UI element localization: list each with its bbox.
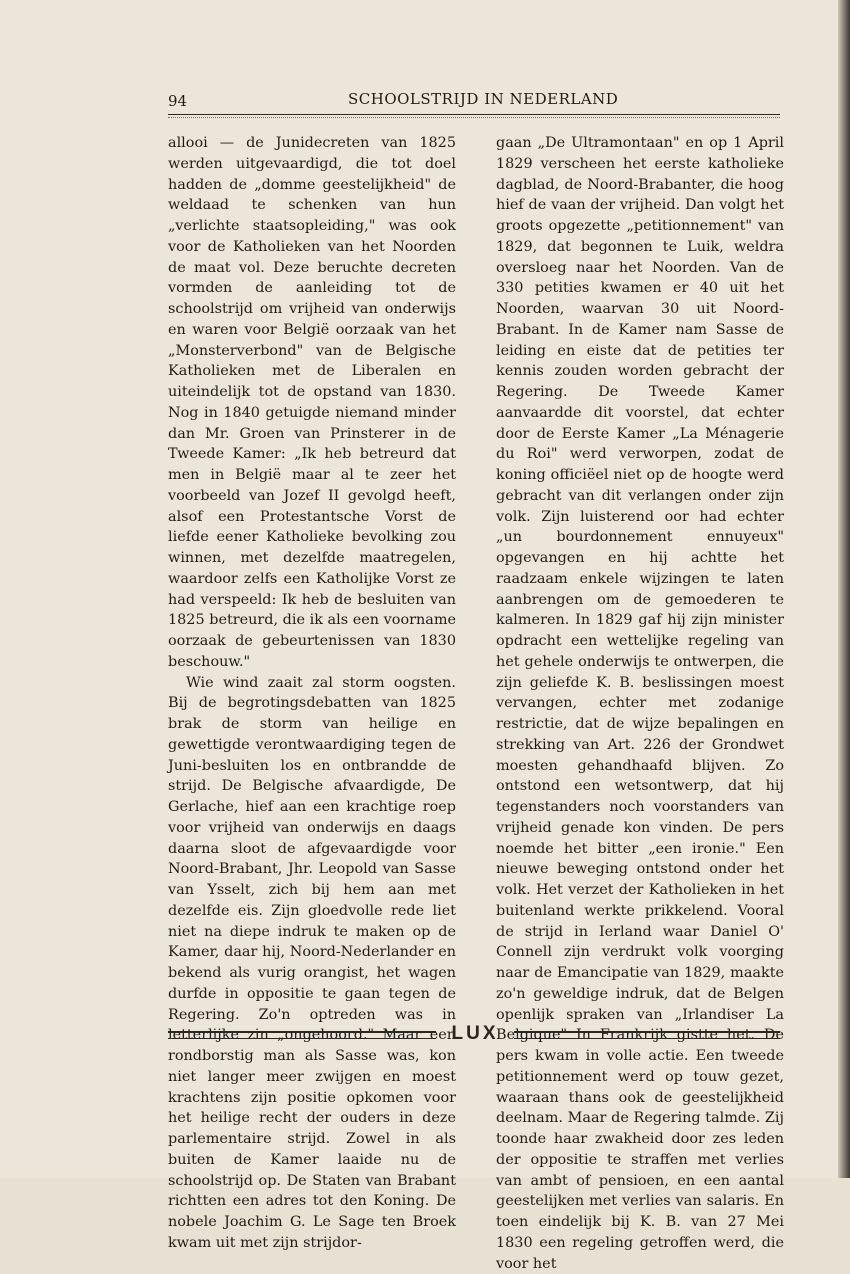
running-title: SCHOOLSTRIJD IN NEDERLAND [348,90,619,108]
text-column-left [168,133,456,1254]
text-column-right [496,133,784,1274]
page-number: 94 [168,92,188,110]
footer-rule-right [514,1031,780,1039]
footer-mark: LUX [451,1023,499,1044]
header-rule [168,114,780,115]
paragraph: gaan „De Ultramontaan" en op 1 April 1829 verscheen het eerste katholieke dagblad, de Noord-Brabanter, die hoog hief de vaan der vrijheid. Dan volgt het groots opgezette „petitionnement" van 1829, dat begonnen te Luik, weldra oversloeg naar het Noorden. Van de 330 petities kwamen er 40 uit het Noorden, waarvan 30 uit Noord-Brabant. In de Kamer nam Sasse de leiding en eiste dat de petities ter kennis zouden worden gebracht der Regering. De Tweede Kamer aanvaardde dit voorstel, dat echter door de Eerste Kamer „La Ménagerie du Roi" werd verworpen, zodat de koning officiëel niet op de hoogte werd gebracht van dit verlangen onder zijn volk. Zijn luisterend oor had echter „un bourdonnement ennuyeux" opgevangen en hij achtte het raadzaam enkele wijzingen te laten aanbrengen om de gemoederen te kalmeren. In 1829 gaf hij zijn minister opdracht een wettelijke regeling van het gehele onderwijs te ontwerpen, die zijn geliefde K. B. beslissingen moest vervangen, echter met zodanige restrictie, dat de wijze bepalingen en strekking van Art. 226 der Grondwet moesten gehandhaafd blijven. Zo ontstond een wetsontwerp, dat hij tegenstanders noch voorstanders van vrijheid genade kon vinden. De pers noemde het bitter „een ironie." Een nieuwe beweging ontstond onder het volk. Het verzet der Katholieken in het buitenland werkte prikkelend. Vooral de strijd in Ierland waar Daniel O' Connell zijn verdrukt volk voorging naar de Emancipatie van 1829, maakte zo'n geweldige indruk, dat de Belgen openlijk spraken van „Irlandiser La Belgique" In Frankrijk gistte het. De pers kwam in volle actie. Een tweede petitionnement werd op touw gezet, waaraan thans ook de geestelijkheid deelnam. Maar de Regering talmde. Zij toonde haar zwakheid door zes leden der oppositie te straffen met verlies van ambt of pensioen, en een aantal geestelijken met verlies van salaris. En toen eindelijk bij K. B. van 27 Mei 1830 een regeling getroffen werd, die voor het [496,135,784,1272]
paragraph: Wie wind zaait zal storm oogsten. Bij de begrotingsdebatten van 1825 brak de storm van heilige en gewettigde verontwaardiging tegen de Juni-besluiten los en ontbrandde de strijd. De Belgische afvaardigde, De Gerlache, hief aan een krachtige roep voor vrijheid van onderwijs en daags daarna sloot de afgevaardigde voor Noord-Brabant, Jhr. Leopold van Sasse van Ysselt, zich bij hem aan met dezelfde eis. Zijn gloedvolle rede liet niet na diepe indruk te maken op de Kamer, daar hij, Noord-Nederlander en bekend als vurig orangist, het wagen durfde in oppositie te gaan tegen de Regering. Zo'n optreden was in letterlijke zin „ongehoord." Maar een rondborstig man als Sasse was, kon niet langer meer zwijgen en moest krachtens zijn positie opkomen voor het heilige recht der ouders in deze parlementaire strijd. Zowel in als buiten de Kamer laaide nu de schoolstrijd op. De Staten van Brabant richtten een adres tot den Koning. De nobele Joachim G. Le Sage ten Broek kwam uit met zijn strijdor- [168,674,456,1251]
page-footer [168,1025,780,1049]
footer-rule-left [168,1031,436,1039]
header-rule-dotted [168,117,780,118]
page-edge-shadow [838,0,850,1178]
paragraph: allooi — de Junidecreten van 1825 werden uitgevaardigd, die tot doel hadden de „domme geestelijkheid" de weldaad te schenken van hun „verlichte staatsopleiding," was ook voor de Katholieken van het Noorden de maat vol. Deze beruchte decreten vormden de aanleiding tot de schoolstrijd om vrijheid van onderwijs en waren voor België oorzaak van het „Monsterverbond" van de Belgische Katholieken met de Liberalen en uiteindelijk tot de opstand van 1830. Nog in 1840 getuigde niemand minder dan Mr. Groen van Prinsterer in de Tweede Kamer: „Ik heb betreurd dat men in België maar al te zeer het voorbeeld van Jozef II gevolgd heeft, alsof een Protestantsche Vorst de liefde eener Katholieke bevolking zou winnen, met dezelfde maatregelen, waardoor zelfs een Katholijke Vorst ze had verspeeld: Ik heb de besluiten van 1825 betreurd, die ik als een voorname oorzaak de gebeurtenissen van 1830 beschouw." [168,135,456,670]
